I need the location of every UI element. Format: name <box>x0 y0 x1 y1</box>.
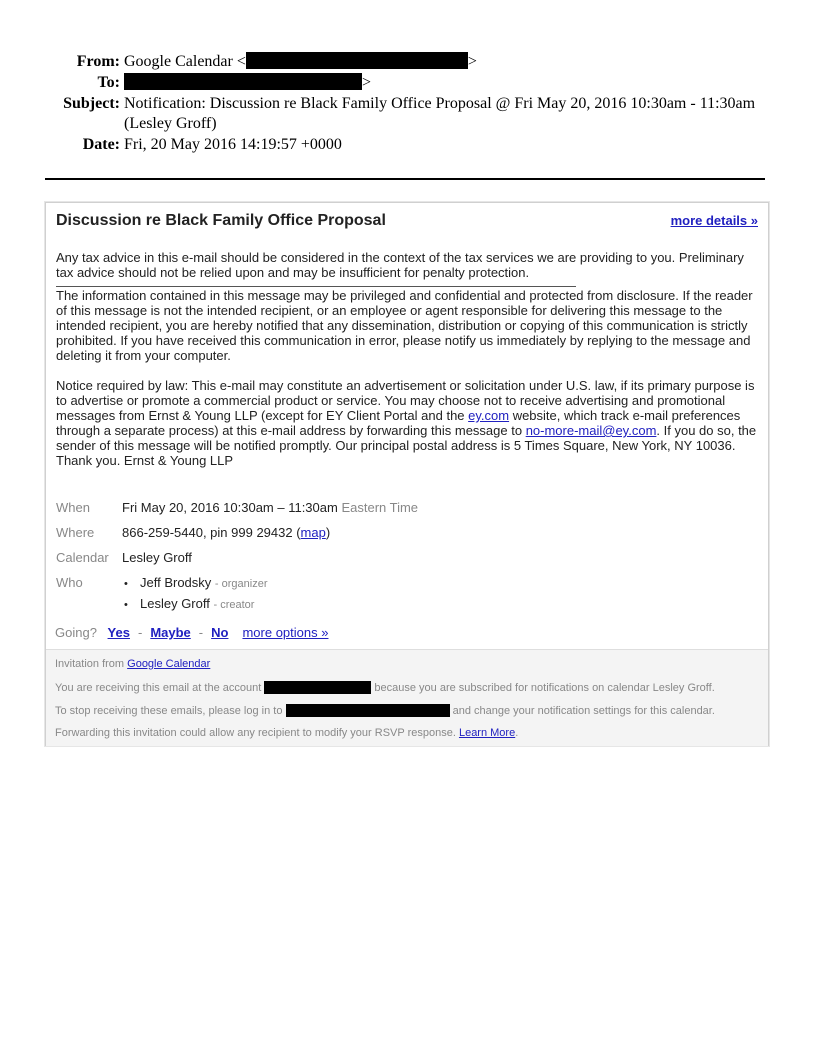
rsvp-bar <box>55 625 328 640</box>
map-link[interactable]: map <box>300 525 326 540</box>
where-row <box>56 525 418 540</box>
who-label: Who <box>56 575 83 590</box>
legal-text-1: Notice required by law: This e-mail may constitute an advertisement or solicitation under U.S. law, if its primary purpose is to advertise or promote a commercial product or service. You may choose not to receive advertising and promotional messages from Ernst & Young LLP (except for EY Client Portal and the <box>56 378 755 423</box>
stop-suffix: and change your notification settings for this calendar. <box>449 705 715 717</box>
account-row <box>55 681 715 694</box>
calendar-value: Lesley Groff <box>122 550 192 565</box>
redacted-login-link <box>286 704 450 717</box>
from-close: > <box>467 53 477 70</box>
to-close: > <box>362 74 372 91</box>
rsvp-separator: - <box>137 625 143 640</box>
card-footer <box>46 649 768 746</box>
legal-notice <box>56 378 758 468</box>
rsvp-separator: - <box>198 625 204 640</box>
description-separator <box>56 280 576 287</box>
subject-label: Subject: <box>63 95 120 112</box>
date-label: Date: <box>82 136 120 153</box>
stop-row <box>55 704 715 717</box>
rsvp-no-button[interactable]: No <box>211 625 229 640</box>
calendar-row <box>56 550 418 565</box>
no-more-mail-link[interactable]: no-more-mail@ey.com <box>525 423 657 438</box>
rsvp-label: Going? <box>55 625 97 640</box>
legal-text-3: . If you do so, the sender of this message will be notified promptly. Our principal postal address is 5 Times Square, New York, NY 10036. Thank you. Ernst & Young LLP <box>56 423 757 468</box>
subject-row <box>0 94 816 134</box>
when-timezone: Eastern Time <box>341 500 419 515</box>
who-row <box>56 575 418 617</box>
attendee-name: Jeff Brodsky <box>140 575 212 590</box>
event-title: Discussion re Black Family Office Proposal <box>56 212 386 229</box>
event-details <box>56 500 418 627</box>
invitation-card <box>45 202 769 746</box>
rsvp-yes-button[interactable]: Yes <box>107 625 130 640</box>
rsvp-maybe-button[interactable]: Maybe <box>150 625 191 640</box>
calendar-label: Calendar <box>56 550 109 565</box>
ey-link[interactable]: ey.com <box>468 408 510 423</box>
when-label: When <box>56 500 90 515</box>
redacted-account <box>264 681 371 694</box>
learn-more-link[interactable]: Learn More <box>458 727 516 739</box>
confidential-notice: The information contained in this message may be privileged and confidential and protected from disclosure. If the reader of this message is not the intended recipient, or an employee or agent responsible for delivering this message to the intended recipient, you are hereby notified that any dissemination, distribution or copying of this communication is strictly prohibited. If you have received this communication in error, please notify us immediately by replying to the message and deleting it from your computer. <box>56 288 753 363</box>
who-list <box>122 575 268 617</box>
subject-value: Notification: Discussion re Black Family Office Proposal @ Fri May 20, 2016 10:30am - 11:30am (Lesley Groff) <box>124 95 756 132</box>
where-label: Where <box>56 525 95 540</box>
rsvp-more-options-link[interactable]: more options » <box>242 625 329 640</box>
from-label: From: <box>76 53 120 70</box>
attendee-name: Lesley Groff <box>140 596 210 611</box>
email-header <box>0 52 816 156</box>
redacted-to-address <box>124 73 362 90</box>
invitation-from-row <box>55 658 210 670</box>
from-name: Google Calendar < <box>124 53 246 70</box>
invitation-prefix: Invitation from <box>55 658 128 670</box>
legal-text-2: website, which track e-mail preferences through a separate process) at this e-mail address by forwarding this message to <box>56 408 741 438</box>
stop-prefix: To stop receiving these emails, please log in to <box>55 705 286 717</box>
forwarding-row <box>55 727 518 739</box>
to-row <box>0 73 816 93</box>
event-description <box>56 250 758 468</box>
more-details-link[interactable]: more details » <box>670 213 758 228</box>
attendee-role: - organizer <box>214 578 268 590</box>
from-row <box>0 52 816 72</box>
where-value: 866-259-5440, pin 999 29432 ( <box>122 525 301 540</box>
attendee-role: - creator <box>213 599 255 611</box>
account-prefix: You are receiving this email at the account <box>55 682 265 694</box>
tax-notice: Any tax advice in this e-mail should be considered in the context of the tax services we are providing to you. Preliminary tax advice should not be relied upon and may be insufficient for penalty protection. <box>56 250 744 280</box>
when-value: Fri May 20, 2016 10:30am – 11:30am <box>122 500 338 515</box>
header-divider <box>45 178 765 180</box>
forwarding-text: Forwarding this invitation could allow any recipient to modify your RSVP response. <box>55 727 459 739</box>
forwarding-period: . <box>515 727 519 739</box>
date-value: Fri, 20 May 2016 14:19:57 +0000 <box>124 136 342 153</box>
list-item <box>122 575 268 592</box>
when-row <box>56 500 418 515</box>
redacted-from-address <box>246 52 468 69</box>
where-close: ) <box>325 525 331 540</box>
account-suffix: because you are subscribed for notifications on calendar Lesley Groff. <box>371 682 715 694</box>
list-item <box>122 596 268 613</box>
to-label: To: <box>97 74 120 91</box>
date-row <box>0 135 816 155</box>
google-calendar-link[interactable]: Google Calendar <box>127 658 211 670</box>
